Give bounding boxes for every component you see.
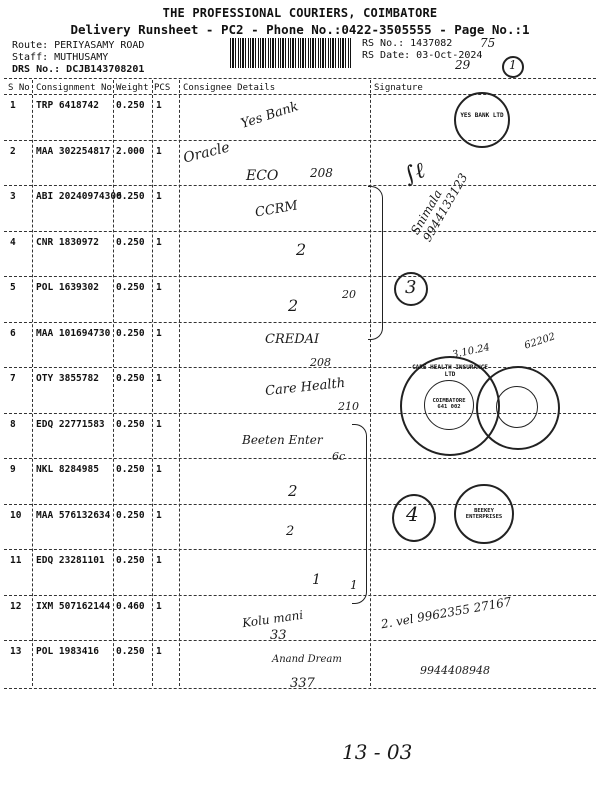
- row-weight: 0.460: [116, 600, 145, 612]
- col-header-sno: S No: [8, 83, 30, 93]
- signature-scribble: ∫ℓ: [400, 158, 429, 189]
- row-pcs: 1: [156, 600, 162, 612]
- col-header-consignee: Consignee Details: [183, 83, 276, 93]
- row-pcs: 1: [156, 191, 162, 202]
- row-consignment: CNR 1830972: [36, 236, 99, 248]
- row-weight: 0.250: [116, 509, 145, 521]
- handwritten-consignee: Oracle: [181, 139, 232, 167]
- row-consignment: NKL 8284985: [36, 464, 99, 475]
- handwritten-consignee: 2: [286, 524, 295, 539]
- row-sno: 4: [10, 236, 16, 248]
- row-weight: 2.000: [116, 145, 145, 157]
- row-pcs: 1: [156, 327, 162, 339]
- handwritten-consignee: 2: [288, 296, 299, 315]
- table-top-rule: [4, 78, 596, 79]
- handwritten-consignee: 208: [310, 356, 331, 369]
- carehealth-stamp-text: CARE HEALTH INSURANCE LTD: [412, 364, 488, 378]
- row-pcs: 1: [156, 282, 162, 293]
- handwritten-consignee: 208: [310, 166, 333, 180]
- signature-row13: 9944408948: [420, 664, 490, 677]
- circled-group-3-text: 3: [405, 277, 417, 298]
- row-divider: [4, 185, 596, 186]
- beekey-stamp: [454, 484, 514, 544]
- row-pcs: 1: [156, 373, 162, 384]
- handwritten-consignee: 2: [288, 482, 298, 500]
- signature-row12: 2. vel 9962355 27167: [379, 594, 513, 632]
- staff-label: Staff: MUTHUSAMY: [12, 52, 109, 63]
- row-weight: 0.250: [116, 418, 145, 430]
- handwritten-consignee: 20: [342, 288, 356, 301]
- row-weight: 0.250: [116, 646, 145, 657]
- col-header-pcs: PCS: [154, 83, 171, 93]
- handwritten-consignee: CREDAI: [265, 332, 320, 347]
- row-pcs: 1: [156, 555, 162, 566]
- row-divider: [4, 549, 596, 550]
- row-pcs: 1: [156, 464, 162, 475]
- handwritten-consignee: Anand Dream: [272, 654, 342, 665]
- handwritten-note-top2: 29: [455, 58, 471, 72]
- row-pcs: 1: [156, 100, 162, 111]
- signature-row3: Snimala 9944133123: [408, 170, 471, 244]
- row-divider: [4, 231, 596, 232]
- handwritten-consignee: 210: [338, 400, 359, 413]
- row-divider: [4, 640, 596, 641]
- row-divider: [4, 458, 596, 459]
- row-sno: 8: [10, 418, 16, 430]
- carehealth-stamp-city: COIMBATORE 641 002: [432, 398, 466, 410]
- rs-date: RS Date: 03-Oct-2024: [362, 50, 483, 61]
- barcode: [230, 38, 352, 68]
- company-title: THE PROFESSIONAL COURIERS, COIMBATORE: [162, 6, 438, 20]
- row-weight: 0.250: [116, 100, 145, 111]
- route-label: Route: PERIYASAMY ROAD: [12, 40, 145, 51]
- signature-number: 62202: [523, 331, 557, 352]
- table-row: [0, 191, 600, 233]
- handwritten-consignee: Kolu mani: [241, 607, 305, 631]
- table-row: [0, 282, 600, 324]
- handwritten-consignee: 1: [350, 578, 358, 592]
- row-weight: 0.250: [116, 236, 145, 248]
- row-consignment: POL 1639302: [36, 282, 99, 293]
- row-pcs: 1: [156, 418, 162, 430]
- row-weight: 0.250: [116, 555, 145, 566]
- row-weight: 0.250: [116, 327, 145, 339]
- row-sno: 2: [10, 145, 16, 157]
- row-consignment: POL 1983416: [36, 646, 99, 657]
- row-pcs: 1: [156, 236, 162, 248]
- circled-group-4: [392, 494, 436, 542]
- row-sno: 3: [10, 191, 16, 202]
- col-header-weight: Weight: [116, 83, 149, 93]
- handwritten-consignee: ECO: [246, 168, 279, 184]
- row-divider: [4, 322, 596, 323]
- row-sno: 1: [10, 100, 16, 111]
- row-sno: 6: [10, 327, 16, 339]
- handwritten-consignee: 6c: [332, 450, 346, 463]
- row-weight: 0.250: [116, 373, 145, 384]
- carehealth-stamp-2-inner: [496, 386, 538, 428]
- rs-number: RS No.: 1437082: [362, 38, 453, 49]
- table-bottom-rule: [4, 688, 596, 689]
- row-consignment: MAA 576132634: [36, 509, 111, 521]
- bracket-group-3: [368, 186, 383, 340]
- drs-number: DRS No.: DCJB143708201: [12, 64, 145, 75]
- col-header-consignment: Consignment No: [36, 83, 112, 93]
- row-weight: 0.250: [116, 191, 145, 202]
- handwritten-consignee: 2: [296, 240, 307, 259]
- row-consignment: TRP 6418742: [36, 100, 99, 111]
- row-divider: [4, 140, 596, 141]
- carehealth-stamp-2: [476, 366, 560, 450]
- table-row: [0, 146, 600, 188]
- row-pcs: 1: [156, 646, 162, 657]
- handwritten-consignee: 1: [312, 572, 321, 588]
- handwritten-consignee: CCRM: [254, 198, 299, 221]
- circled-number-text: 1: [509, 58, 517, 72]
- header-bottom-rule: [4, 94, 596, 95]
- row-pcs: 1: [156, 509, 162, 521]
- row-consignment: MAA 101694730: [36, 327, 111, 339]
- runsheet-subtitle: Delivery Runsheet - PC2 - Phone No.:0422-3505555 - Page No.:1: [70, 22, 530, 37]
- row-weight: 0.250: [116, 464, 145, 475]
- row-sno: 12: [10, 600, 22, 612]
- row-weight: 0.250: [116, 282, 145, 293]
- circled-group-3: [394, 272, 428, 306]
- row-consignment: OTY 3855782: [36, 373, 99, 384]
- handwritten-consignee: 337: [290, 676, 315, 691]
- circled-group-4-text: 4: [406, 502, 419, 526]
- row-sno: 11: [10, 555, 22, 566]
- handwritten-consignee: Yes Bank: [239, 99, 301, 132]
- row-consignment: EDQ 23281101: [36, 555, 105, 566]
- handwritten-note-top: 75: [480, 36, 496, 50]
- beekey-stamp-text: BEEKEY ENTERPRISES: [465, 508, 503, 520]
- handwritten-consignee: Care Health: [264, 375, 346, 400]
- row-sno: 9: [10, 464, 16, 475]
- row-sno: 13: [10, 646, 22, 657]
- bracket-group-4: [352, 424, 367, 604]
- row-sno: 7: [10, 373, 16, 384]
- yesbank-stamp-text: YES BANK LTD: [460, 112, 504, 119]
- table-row: [0, 100, 600, 142]
- col-header-signature: Signature: [374, 83, 423, 93]
- row-consignment: EDQ 22771583: [36, 418, 105, 430]
- row-consignment: MAA 302254817: [36, 145, 111, 157]
- row-consignment: IXM 507162144: [36, 600, 111, 612]
- row-sno: 5: [10, 282, 16, 293]
- row-pcs: 1: [156, 145, 162, 157]
- handwritten-consignee: 33: [270, 628, 287, 643]
- circled-number: [502, 56, 524, 78]
- signature-date: 3.10.24: [451, 342, 491, 361]
- handwritten-consignee: Beeten Enter: [242, 433, 323, 447]
- row-divider: [4, 276, 596, 277]
- table-row: [0, 555, 600, 597]
- handwritten-total: 13 - 03: [342, 740, 413, 764]
- row-consignment: ABI 20240974306: [36, 191, 122, 202]
- row-sno: 10: [10, 509, 22, 521]
